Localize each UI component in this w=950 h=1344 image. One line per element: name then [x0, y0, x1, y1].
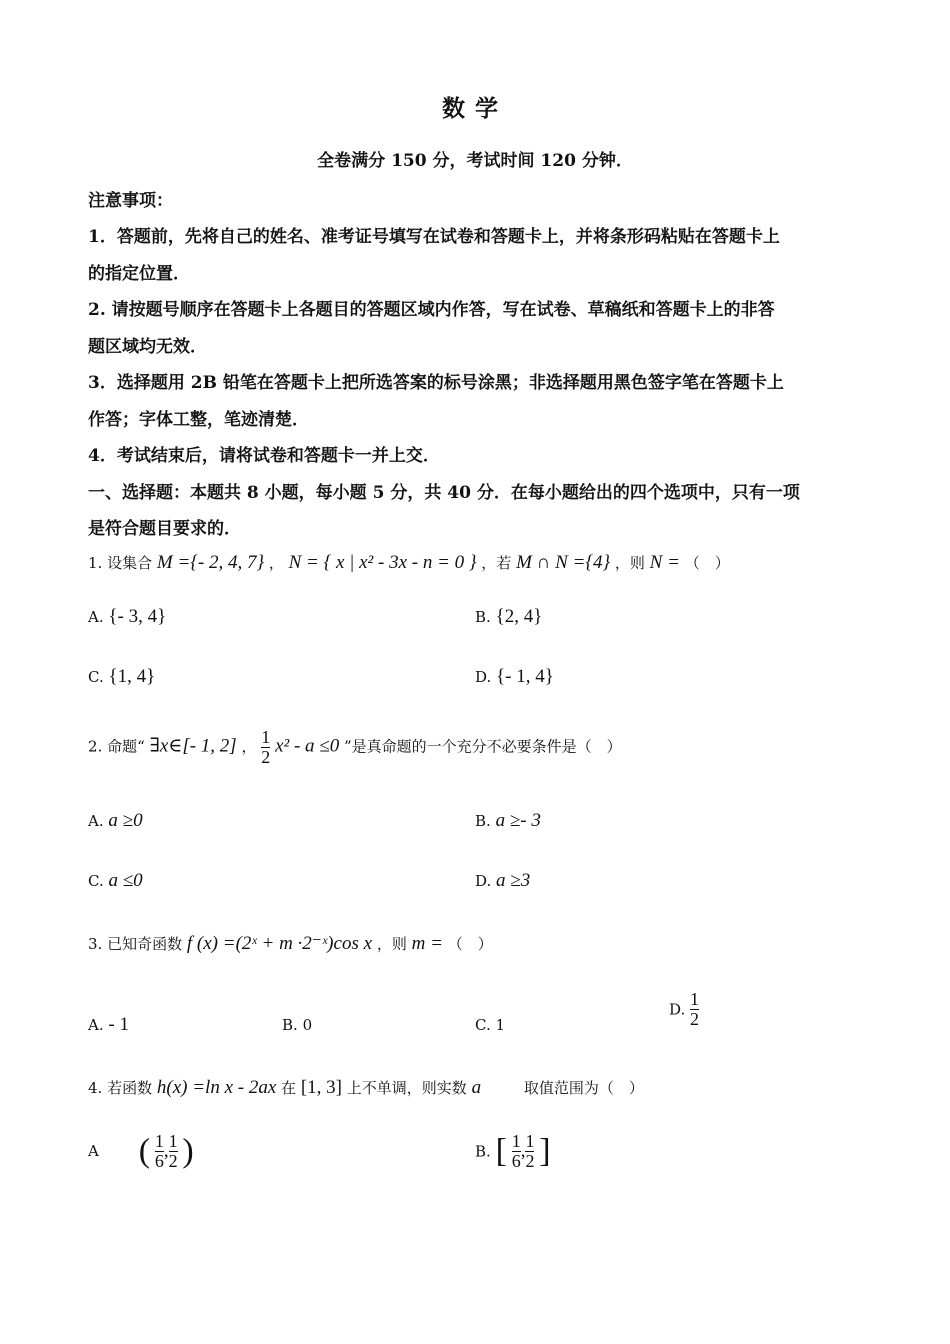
option-c[interactable]: C. {1, 4}: [88, 666, 156, 687]
option-a[interactable]: A. a ≥0: [88, 810, 143, 831]
note-line: 3．选择题用 2B 铅笔在答题卡上把所选答案的标号涂黑；非选择题用黑色签字笔在答题卡上: [88, 373, 784, 393]
fraction: $\frac{1}{6}$: [154, 1131, 164, 1171]
option-d[interactable]: D. {- 1, 4}: [475, 666, 554, 687]
question-4: 4. 若函数 h(x) =ln x - 2ax 在 [1, 3] 上不单调，则实数 a 取值范围为（ ）: [88, 1077, 644, 1098]
page-title: 数学: [442, 95, 508, 122]
note-line: 2. 请按题号顺序在答题卡上各题目的答题区域内作答，写在试卷、草稿纸和答题卡上的非答: [88, 300, 775, 320]
option-a[interactable]: A ( $\frac{1}{6}$ , $\frac{1}{2}$ ): [88, 1131, 194, 1171]
note-line: 作答；字体工整，笔迹清楚．: [88, 410, 309, 430]
intersection-condition: M ∩ N ={4}: [516, 552, 611, 573]
note-line: 题区域均无效．: [88, 337, 207, 357]
notes-heading: 注意事项：: [88, 191, 173, 211]
function-expression: h(x) =ln x - 2ax: [156, 1077, 277, 1098]
option-a[interactable]: A. {- 3, 4}: [88, 606, 167, 627]
inequality: x² - a ≤0: [275, 735, 340, 757]
fraction: $\frac{1}{6}$: [511, 1131, 521, 1171]
note-line: 1．答题前，先将自己的姓名、准考证号填写在试卷和答题卡上，并将条形码粘贴在答题卡上: [88, 227, 780, 247]
section-heading: 一、选择题：本题共 8 小题，每小题 5 分，共 40 分．在每小题给出的四个选项中，只有一项: [88, 483, 800, 503]
question-1: 1. 设集合 M ={- 2, 4, 7} ， N = { x | x² - 3x - n = 0 } ，若 M ∩ N ={4} ，则 N = （ ）: [88, 552, 730, 573]
set-m: M ={- 2, 4, 7}: [156, 552, 265, 573]
fraction: $\frac{1}{2}$: [261, 727, 271, 767]
interval: [1, 3]: [300, 1077, 342, 1098]
exam-info: 全卷满分 150 分，考试时间 120 分钟．: [317, 151, 633, 171]
option-d[interactable]: D. $\frac{1}{2}$: [669, 989, 700, 1029]
option-c[interactable]: C. 1: [475, 1016, 506, 1034]
option-b[interactable]: B. {2, 4}: [475, 606, 543, 627]
section-heading-cont: 是符合题目要求的．: [88, 519, 241, 539]
note-line: 的指定位置．: [88, 264, 190, 284]
option-b[interactable]: B. a ≥- 3: [475, 810, 541, 831]
option-c[interactable]: C. a ≤0: [88, 870, 143, 891]
note-line: 4．考试结束后，请将试卷和答题卡一并上交．: [88, 446, 440, 466]
exists-clause: ∃x∈[- 1, 2]: [149, 735, 237, 757]
option-b[interactable]: B. [ $\frac{1}{6}$ , $\frac{1}{2}$ ]: [475, 1131, 551, 1171]
fraction: $\frac{1}{2}$: [168, 1131, 178, 1171]
set-n: N = { x | x² - 3x - n = 0 }: [288, 552, 477, 573]
question-3: 3. 已知奇函数 f (x) =(2ˣ + m ·2⁻ˣ)cos x ，则 m = （ ）: [88, 933, 493, 954]
option-b[interactable]: B. 0: [282, 1016, 313, 1034]
question-2: 2. 命题“ ∃x∈[- 1, 2] ， $\frac{1}{2}$ x² - a ≤0 ”是真命题的一个充分不必要条件是（ ）: [88, 727, 622, 767]
fraction: $\frac{1}{2}$: [690, 989, 700, 1029]
option-a[interactable]: A. - 1: [88, 1014, 129, 1035]
option-d[interactable]: D. a ≥3: [475, 870, 531, 891]
fraction: $\frac{1}{2}$: [525, 1131, 535, 1171]
function-expression: f (x) =(2ˣ + m ·2⁻ˣ)cos x: [186, 933, 373, 954]
